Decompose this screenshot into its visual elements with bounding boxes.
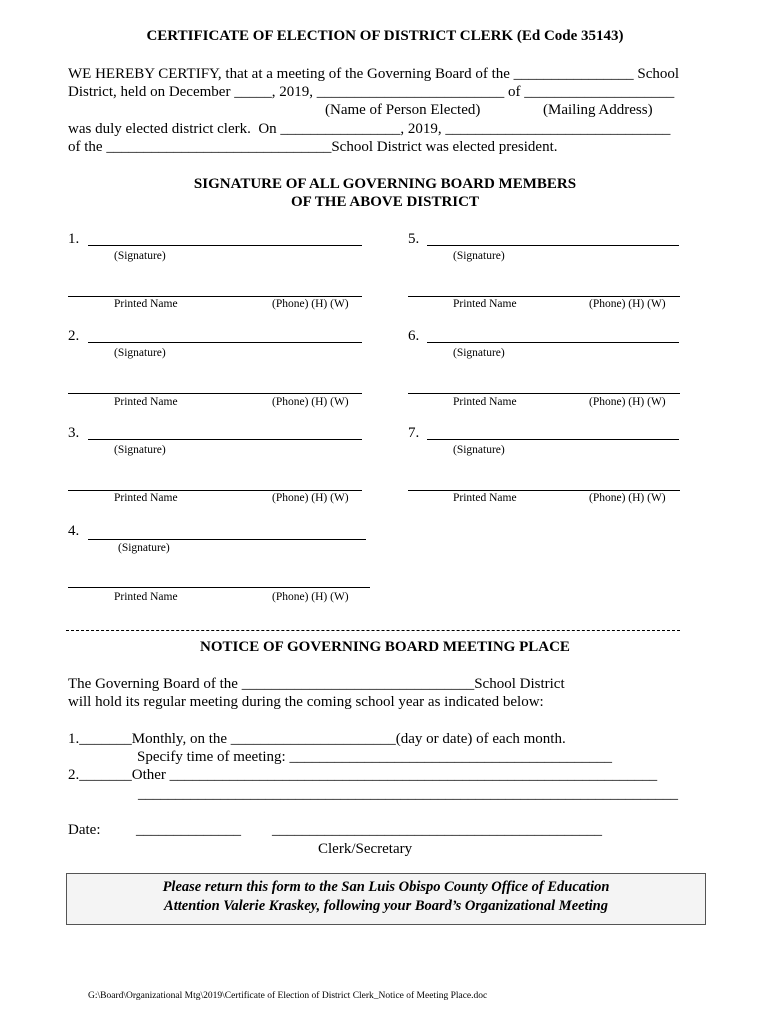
clerk-secretary-caption: Clerk/Secretary [318,841,413,857]
signature-caption: (Signature) [114,250,166,262]
printed-name-line-6[interactable] [408,393,680,394]
phone-caption: (Phone) (H) (W) [272,298,349,310]
signature-line-2[interactable] [88,342,362,343]
signature-line-6[interactable] [427,342,679,343]
printed-name-line-1[interactable] [68,296,362,297]
certify-line-1: WE HEREBY CERTIFY, that at a meeting of the Governing Board of the ________________ School [68,66,680,82]
printed-name-line-3[interactable] [68,490,362,491]
section-divider [66,630,680,631]
certify-line-2: District, held on December _____, 2019, _________________________ of ____________________ [68,84,675,100]
return-instructions-box [66,873,706,925]
mailing-address-caption: (Mailing Address) [543,102,653,118]
signature-caption: (Signature) [453,347,505,359]
signatures-heading-2: OF THE ABOVE DISTRICT [291,194,479,210]
signature-line-5[interactable] [427,245,679,246]
notice-line-2: will hold its regular meeting during the coming school year as indicated below: [68,694,544,710]
signature-caption: (Signature) [453,250,505,262]
option-monthly: 1._______Monthly, on the ______________________(day or date) of each month. [68,731,566,747]
file-path-footer: G:\Board\Organizational Mtg\2019\Certificate of Election of District Clerk_Notice of Meeting Place.doc [88,991,488,1001]
signature-caption: (Signature) [453,444,505,456]
date-label: Date: [68,822,101,838]
signature-line-3[interactable] [88,439,362,440]
member-number: 7. [408,425,420,441]
notice-heading: NOTICE OF GOVERNING BOARD MEETING PLACE [200,639,570,655]
printed-name-line-2[interactable] [68,393,362,394]
printed-name-caption: Printed Name [114,298,178,310]
signature-caption: (Signature) [114,347,166,359]
signatures-heading-1: SIGNATURE OF ALL GOVERNING BOARD MEMBERS [193,176,577,192]
certify-line-5: of the ______________________________School District was elected president. [68,139,558,155]
member-number: 1. [68,231,80,247]
signature-line-1[interactable] [88,245,362,246]
signature-line-4[interactable] [88,539,366,540]
option-time: Specify time of meeting: ___________________________________________ [137,749,612,765]
member-number: 6. [408,328,420,344]
page-title: CERTIFICATE OF ELECTION OF DISTRICT CLERK (Ed Code 35143) [146,28,624,44]
phone-caption: (Phone) (H) (W) [272,396,349,408]
phone-caption: (Phone) (H) (W) [589,298,666,310]
phone-caption: (Phone) (H) (W) [589,492,666,504]
printed-name-caption: Printed Name [453,396,517,408]
signature-line-7[interactable] [427,439,679,440]
date-field[interactable]: ______________ [136,822,241,838]
printed-name-line-4[interactable] [68,587,370,588]
printed-name-caption: Printed Name [453,492,517,504]
option-other-continued: ________________________________________________________________________ [138,786,678,802]
notice-line-1: The Governing Board of the _______________________________School District [68,676,565,692]
printed-name-caption: Printed Name [114,492,178,504]
member-number: 5. [408,231,420,247]
phone-caption: (Phone) (H) (W) [272,492,349,504]
printed-name-caption: Printed Name [453,298,517,310]
option-other: 2._______Other _________________________________________________________________ [68,767,658,783]
certify-line-4: was duly elected district clerk. On ________________, 2019, ______________________________ [68,121,671,137]
member-number: 4. [68,523,80,539]
signature-caption: (Signature) [118,542,170,554]
name-elected-caption: (Name of Person Elected) [325,102,481,118]
printed-name-line-5[interactable] [408,296,680,297]
phone-caption: (Phone) (H) (W) [272,591,349,603]
return-instructions-line-2: Attention Valerie Kraskey, following your Board’s Organizational Meeting [164,898,608,914]
printed-name-line-7[interactable] [408,490,680,491]
printed-name-caption: Printed Name [114,396,178,408]
return-instructions-line-1: Please return this form to the San Luis Obispo County Office of Education [162,879,610,895]
printed-name-caption: Printed Name [114,591,178,603]
member-number: 3. [68,425,80,441]
clerk-signature-field[interactable]: ____________________________________________ [272,822,602,838]
phone-caption: (Phone) (H) (W) [589,396,666,408]
signature-caption: (Signature) [114,444,166,456]
member-number: 2. [68,328,80,344]
